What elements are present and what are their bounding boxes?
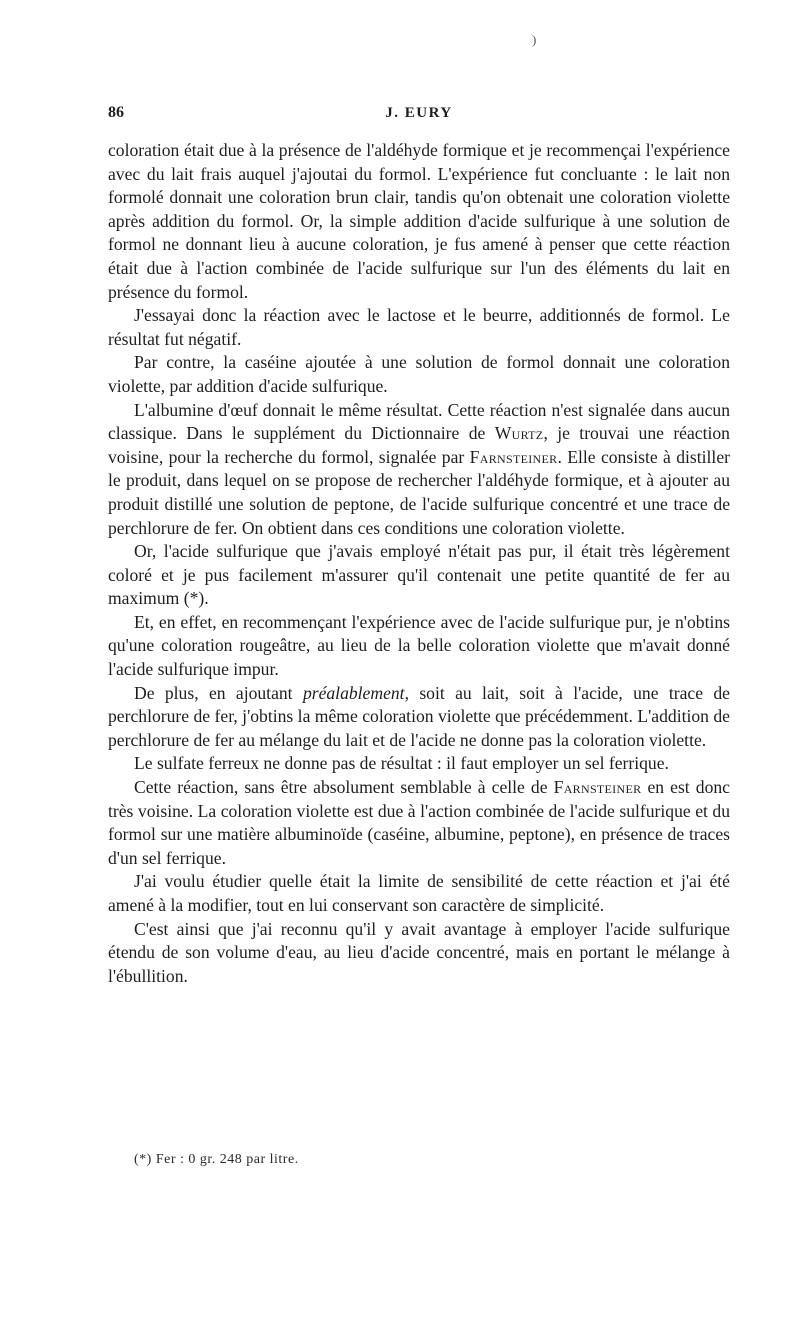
paragraph-4-text-a: L'albumine d'œuf donnait le même résultat. Cette réaction n'est signalée dans aucun classique. Dans le supplément du Dictionnaire de	[108, 399, 730, 444]
paragraph-5: Or, l'acide sulfurique que j'avais employé n'était pas pur, il était très légèrement coloré et je pus facilement m'assurer qu'il contenait une petite quantité de fer au maximum (*).	[108, 541, 730, 609]
body-text	[108, 139, 730, 988]
paragraph-3: Par contre, la caséine ajoutée à une solution de formol donnait une coloration violette, par addition d'acide sulfurique.	[108, 352, 730, 396]
footnote: (*) Fer : 0 gr. 248 par litre.	[134, 1152, 299, 1167]
paragraph-4-text-c: . Elle consiste à distiller le produit, dans lequel on se propose de rechercher l'aldéhyde formique, et à ajouter au produit distillé une solution de peptone, de l'acide sulfurique concentré et une trace de perchlorure de fer. On obtient dans ces conditions une coloration violette.	[108, 446, 730, 538]
running-head	[108, 104, 730, 128]
paragraph-4-text-b: , je trouvai une réaction voisine, pour la recherche du formol, signalée par	[108, 423, 730, 467]
paragraph-6: Et, en effet, en recommençant l'expérience avec de l'acide sulfurique pur, je n'obtins qu'une coloration rougeâtre, au lieu de la belle coloration violette que m'avait donné l'acide sulfurique impur.	[108, 611, 730, 680]
paragraph-9	[108, 776, 730, 870]
paragraph-10: J'ai voulu étudier quelle était la limite de sensibilité de cette réaction et j'ai été amené à la modifier, tout en lui conservant son caractère de simplicité.	[108, 871, 730, 915]
emphasis-prealablement: préalablement	[302, 682, 405, 703]
name-farnsteiner-2: Farnsteiner	[553, 777, 642, 798]
paragraph-2: J'essayai donc la réaction avec le lactose et le beurre, additionnés de formol. Le résultat fut négatif.	[108, 305, 730, 349]
paragraph-11: C'est ainsi que j'ai reconnu qu'il y avait avantage à employer l'acide sulfurique étendu de son volume d'eau, au lieu d'acide concentré, mais en portant le mélange à l'ébullition.	[108, 918, 730, 986]
paragraph-4	[108, 399, 730, 541]
author-running-title: J. EURY	[385, 105, 453, 121]
paragraph-8: Le sulfate ferreux ne donne pas de résultat : il faut employer un sel ferrique.	[134, 753, 669, 774]
paragraph-7	[108, 682, 730, 753]
stray-mark: )	[532, 32, 537, 47]
paragraph-7-text-a: De plus, en ajoutant	[134, 682, 293, 703]
paragraph-7-text-b: , soit au lait, soit à l'acide, une trace de perchlorure de fer, j'obtins la même coloration violette que précédemment. L'addition de perchlorure de fer au mélange du lait et de l'acide ne donne pas la coloration violette.	[108, 682, 730, 750]
name-farnsteiner: Farnsteiner	[469, 446, 558, 467]
name-wurtz: Wurtz	[494, 423, 544, 444]
paragraph-9-text-a: Cette réaction, sans être absolument semblable à celle de	[134, 777, 548, 798]
page-number: 86	[108, 104, 124, 121]
paragraph-1: coloration était due à la présence de l'aldéhyde formique et je recommençai l'expérience avec du lait frais auquel j'ajoutai du formol. L'expérience fut concluante : le lait non formolé donnait une coloration brun clair, tandis qu'on obtenait une coloration violette après addition du formol. Or, la simple addition d'acide sulfurique à une solution de formol ne donnant lieu à aucune coloration, je fus amené à penser que cette réaction était due à l'action combinée de l'acide sulfurique sur l'un des éléments du lait en présence du formol.	[108, 140, 730, 302]
paragraph-9-text-b: en est donc très voisine. La coloration violette est due à l'action combinée de l'acide sulfurique et du formol sur une matière albuminoïde (caséine, albumine, peptone), en présence de traces d'un sel ferrique.	[108, 777, 730, 868]
